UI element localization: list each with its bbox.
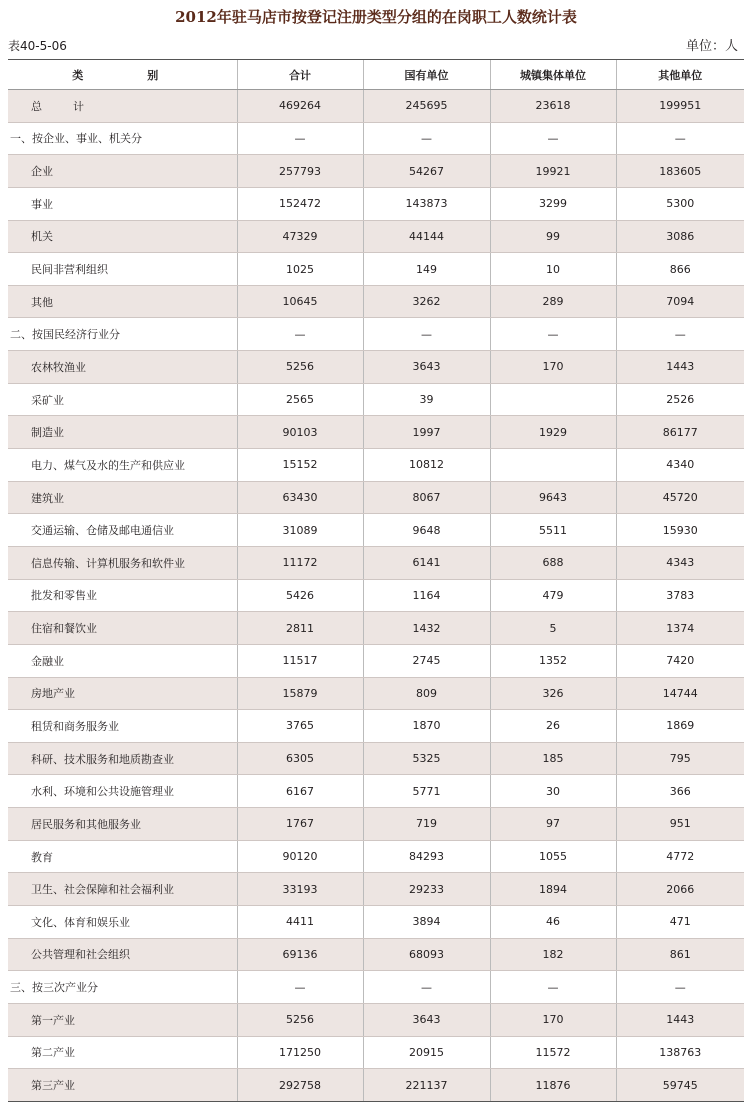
cell-value: 3299 — [490, 187, 616, 220]
cell-value: 9643 — [490, 481, 616, 514]
table-row — [8, 383, 744, 416]
table-row — [8, 971, 744, 1004]
cell-value: 199951 — [616, 90, 744, 123]
table-row — [8, 808, 744, 841]
cell-value: 866 — [616, 253, 744, 286]
cell-value: 1055 — [490, 840, 616, 873]
row-label: 批发和零售业 — [8, 579, 237, 612]
row-label: 第三产业 — [8, 1069, 237, 1102]
cell-value: 15152 — [237, 449, 363, 482]
cell-value: 1767 — [237, 808, 363, 841]
row-label: 建筑业 — [8, 481, 237, 514]
row-label: 科研、技术服务和地质勘查业 — [8, 742, 237, 775]
table-row — [8, 579, 744, 612]
row-label: 公共管理和社会组织 — [8, 938, 237, 971]
row-label: 民间非营利组织 — [8, 253, 237, 286]
header-row — [8, 60, 744, 90]
cell-value: 68093 — [363, 938, 490, 971]
row-label: 二、按国民经济行业分 — [8, 318, 237, 351]
page-title: 2012年驻马店市按登记注册类型分组的在岗职工人数统计表 — [175, 8, 577, 26]
cell-value: 90120 — [237, 840, 363, 873]
row-label: 租赁和商务服务业 — [8, 710, 237, 743]
cell-value: 3643 — [363, 1003, 490, 1036]
cell-value: 138763 — [616, 1036, 744, 1069]
cell-value: 4340 — [616, 449, 744, 482]
table-row — [8, 873, 744, 906]
row-label: 文化、体育和娱乐业 — [8, 906, 237, 939]
cell-value: 47329 — [237, 220, 363, 253]
cell-value: 183605 — [616, 155, 744, 188]
row-label: 机关 — [8, 220, 237, 253]
cell-value: 2565 — [237, 383, 363, 416]
cell-value: 1894 — [490, 873, 616, 906]
row-label: 企业 — [8, 155, 237, 188]
cell-value: 46 — [490, 906, 616, 939]
cell-value: 99 — [490, 220, 616, 253]
cell-value: 326 — [490, 677, 616, 710]
cell-value: 23618 — [490, 90, 616, 123]
row-label: 农林牧渔业 — [8, 351, 237, 384]
cell-value: 8067 — [363, 481, 490, 514]
cell-value: 5256 — [237, 1003, 363, 1036]
cell-value: — — [490, 318, 616, 351]
cell-value: 6305 — [237, 742, 363, 775]
row-label: 卫生、社会保障和社会福利业 — [8, 873, 237, 906]
table-row — [8, 1036, 744, 1069]
cell-value: 5771 — [363, 775, 490, 808]
cell-value: 185 — [490, 742, 616, 775]
cell-value: 20915 — [363, 1036, 490, 1069]
row-label: 金融业 — [8, 644, 237, 677]
row-label: 信息传输、计算机服务和软件业 — [8, 546, 237, 579]
header-total: 合计 — [237, 60, 363, 90]
cell-value: 2811 — [237, 612, 363, 645]
row-label: 住宿和餐饮业 — [8, 612, 237, 645]
table-row — [8, 644, 744, 677]
table-row — [8, 318, 744, 351]
cell-value: — — [363, 122, 490, 155]
table-row — [8, 122, 744, 155]
cell-value: 26 — [490, 710, 616, 743]
cell-value: — — [363, 318, 490, 351]
row-label: 交通运输、仓储及邮电通信业 — [8, 514, 237, 547]
table-row — [8, 416, 744, 449]
cell-value: 1443 — [616, 351, 744, 384]
cell-value: 257793 — [237, 155, 363, 188]
statistics-table — [8, 59, 744, 1102]
cell-value: 90103 — [237, 416, 363, 449]
cell-value — [490, 449, 616, 482]
cell-value: 3643 — [363, 351, 490, 384]
cell-value: 11572 — [490, 1036, 616, 1069]
cell-value: 11876 — [490, 1069, 616, 1102]
row-label: 三、按三次产业分 — [8, 971, 237, 1004]
cell-value: 149 — [363, 253, 490, 286]
cell-value — [490, 383, 616, 416]
cell-value: 479 — [490, 579, 616, 612]
cell-value: — — [237, 122, 363, 155]
cell-value: 4772 — [616, 840, 744, 873]
table-row — [8, 546, 744, 579]
cell-value: 6167 — [237, 775, 363, 808]
header-category: 类 别 — [8, 60, 237, 90]
cell-value: 1443 — [616, 1003, 744, 1036]
cell-value: 1929 — [490, 416, 616, 449]
row-label: 第二产业 — [8, 1036, 237, 1069]
cell-value: 19921 — [490, 155, 616, 188]
cell-value: 1352 — [490, 644, 616, 677]
cell-value: 3765 — [237, 710, 363, 743]
cell-value: 2066 — [616, 873, 744, 906]
cell-value: 4343 — [616, 546, 744, 579]
cell-value: 39 — [363, 383, 490, 416]
cell-value: 3894 — [363, 906, 490, 939]
cell-value: 11172 — [237, 546, 363, 579]
table-row — [8, 155, 744, 188]
table-row — [8, 612, 744, 645]
table-row — [8, 938, 744, 971]
cell-value: 170 — [490, 1003, 616, 1036]
cell-value: 10 — [490, 253, 616, 286]
cell-value: 1432 — [363, 612, 490, 645]
cell-value: 688 — [490, 546, 616, 579]
cell-value: 59745 — [616, 1069, 744, 1102]
table-row — [8, 220, 744, 253]
cell-value: 31089 — [237, 514, 363, 547]
cell-value: 10812 — [363, 449, 490, 482]
row-label: 制造业 — [8, 416, 237, 449]
table-row — [8, 285, 744, 318]
table-row — [8, 710, 744, 743]
cell-value: 30 — [490, 775, 616, 808]
table-row — [8, 253, 744, 286]
table-row — [8, 449, 744, 482]
cell-value: — — [363, 971, 490, 1004]
row-label: 居民服务和其他服务业 — [8, 808, 237, 841]
cell-value: — — [490, 971, 616, 1004]
table-row — [8, 1069, 744, 1102]
row-label: 房地产业 — [8, 677, 237, 710]
table-row — [8, 677, 744, 710]
cell-value: 471 — [616, 906, 744, 939]
cell-value: 1374 — [616, 612, 744, 645]
table-row — [8, 742, 744, 775]
row-label: 教育 — [8, 840, 237, 873]
cell-value: — — [237, 971, 363, 1004]
cell-value: 14744 — [616, 677, 744, 710]
cell-value: 11517 — [237, 644, 363, 677]
cell-value: 152472 — [237, 187, 363, 220]
cell-value: 69136 — [237, 938, 363, 971]
cell-value: 719 — [363, 808, 490, 841]
table-row — [8, 187, 744, 220]
cell-value: 4411 — [237, 906, 363, 939]
cell-value: 7094 — [616, 285, 744, 318]
cell-value: 2526 — [616, 383, 744, 416]
table-number: 表40-5-06 — [8, 39, 67, 53]
header-other-units: 其他单位 — [616, 60, 744, 90]
table-row — [8, 906, 744, 939]
cell-value: 15879 — [237, 677, 363, 710]
cell-value: 6141 — [363, 546, 490, 579]
cell-value: 5256 — [237, 351, 363, 384]
cell-value: 9648 — [363, 514, 490, 547]
row-label: 事业 — [8, 187, 237, 220]
row-label: 一、按企业、事业、机关分 — [8, 122, 237, 155]
cell-value: 10645 — [237, 285, 363, 318]
header-state-owned: 国有单位 — [363, 60, 490, 90]
cell-value: 33193 — [237, 873, 363, 906]
cell-value: 7420 — [616, 644, 744, 677]
cell-value: 366 — [616, 775, 744, 808]
cell-value: — — [616, 318, 744, 351]
cell-value: 97 — [490, 808, 616, 841]
table-row — [8, 514, 744, 547]
cell-value: — — [616, 971, 744, 1004]
cell-value: 5 — [490, 612, 616, 645]
cell-value: 795 — [616, 742, 744, 775]
cell-value: 44144 — [363, 220, 490, 253]
unit-label: 单位：人 — [685, 39, 738, 54]
table-row — [8, 840, 744, 873]
row-label: 采矿业 — [8, 383, 237, 416]
table-row — [8, 351, 744, 384]
cell-value: 84293 — [363, 840, 490, 873]
cell-value: 951 — [616, 808, 744, 841]
cell-value: 1870 — [363, 710, 490, 743]
header-urban-collective: 城镇集体单位 — [490, 60, 616, 90]
cell-value: 170 — [490, 351, 616, 384]
table-row — [8, 1003, 744, 1036]
cell-value: 245695 — [363, 90, 490, 123]
cell-value: 182 — [490, 938, 616, 971]
row-label: 电力、煤气及水的生产和供应业 — [8, 449, 237, 482]
cell-value: 5300 — [616, 187, 744, 220]
row-label: 其他 — [8, 285, 237, 318]
cell-value: 3086 — [616, 220, 744, 253]
cell-value: 29233 — [363, 873, 490, 906]
row-label: 总 计 — [8, 90, 237, 123]
cell-value: 171250 — [237, 1036, 363, 1069]
cell-value: 3262 — [363, 285, 490, 318]
cell-value: 1869 — [616, 710, 744, 743]
table-row — [8, 775, 744, 808]
cell-value: 861 — [616, 938, 744, 971]
cell-value: 221137 — [363, 1069, 490, 1102]
cell-value: 1997 — [363, 416, 490, 449]
table-row — [8, 90, 744, 123]
row-label: 第一产业 — [8, 1003, 237, 1036]
cell-value: 63430 — [237, 481, 363, 514]
cell-value: 469264 — [237, 90, 363, 123]
cell-value: — — [616, 122, 744, 155]
cell-value: 809 — [363, 677, 490, 710]
cell-value: 45720 — [616, 481, 744, 514]
cell-value: 86177 — [616, 416, 744, 449]
cell-value: 5426 — [237, 579, 363, 612]
cell-value: 1025 — [237, 253, 363, 286]
cell-value: 292758 — [237, 1069, 363, 1102]
cell-value: 5511 — [490, 514, 616, 547]
cell-value: 289 — [490, 285, 616, 318]
table-row — [8, 481, 744, 514]
cell-value: 5325 — [363, 742, 490, 775]
cell-value: 1164 — [363, 579, 490, 612]
cell-value: 3783 — [616, 579, 744, 612]
cell-value: — — [237, 318, 363, 351]
cell-value: 54267 — [363, 155, 490, 188]
cell-value: 143873 — [363, 187, 490, 220]
cell-value: — — [490, 122, 616, 155]
row-label: 水利、环境和公共设施管理业 — [8, 775, 237, 808]
cell-value: 2745 — [363, 644, 490, 677]
cell-value: 15930 — [616, 514, 744, 547]
